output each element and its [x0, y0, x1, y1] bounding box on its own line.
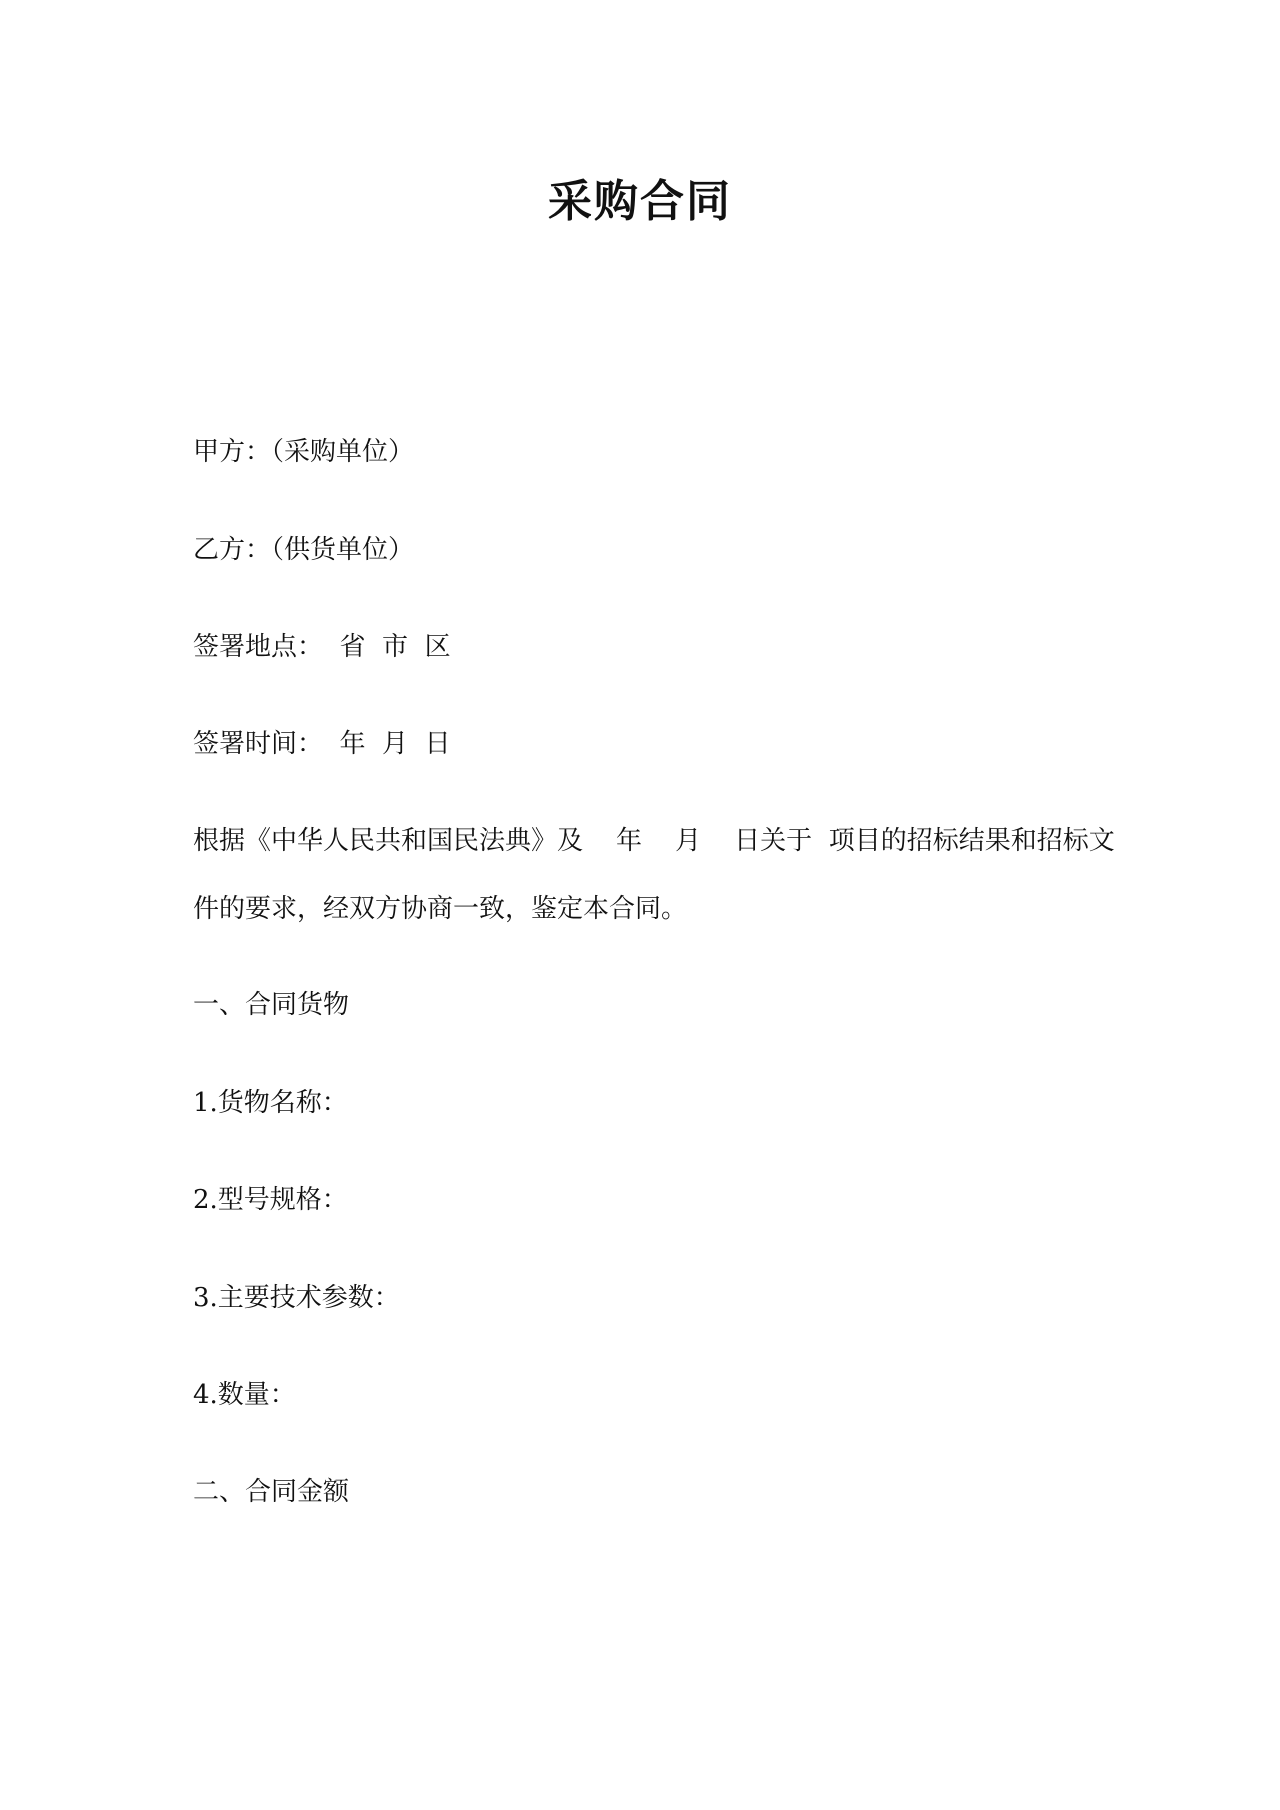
sign-place-line: 签署地点： 省 市 区 — [193, 632, 451, 662]
section-2-heading: 二、合同金额 — [193, 1477, 350, 1507]
section-1-heading: 一、合同货物 — [193, 990, 350, 1020]
goods-name-line: 1.货物名称： — [193, 1088, 348, 1118]
tech-params-line: 3.主要技术参数： — [193, 1283, 400, 1313]
intro-line-2: 件的要求，经双方协商一致，鉴定本合同。 — [193, 894, 688, 924]
intro-line-1: 根据《中华人民共和国民法典》及 年 月 日关于 项目的招标结果和招标文 — [193, 826, 1115, 856]
document-title: 采购合同 — [548, 176, 732, 227]
party-a-line: 甲方：（采购单位） — [193, 437, 415, 467]
quantity-line: 4.数量： — [193, 1380, 296, 1410]
sign-time-line: 签署时间： 年 月 日 — [193, 729, 451, 759]
model-spec-line: 2.型号规格： — [193, 1185, 348, 1215]
party-b-line: 乙方：（供货单位） — [193, 535, 415, 565]
